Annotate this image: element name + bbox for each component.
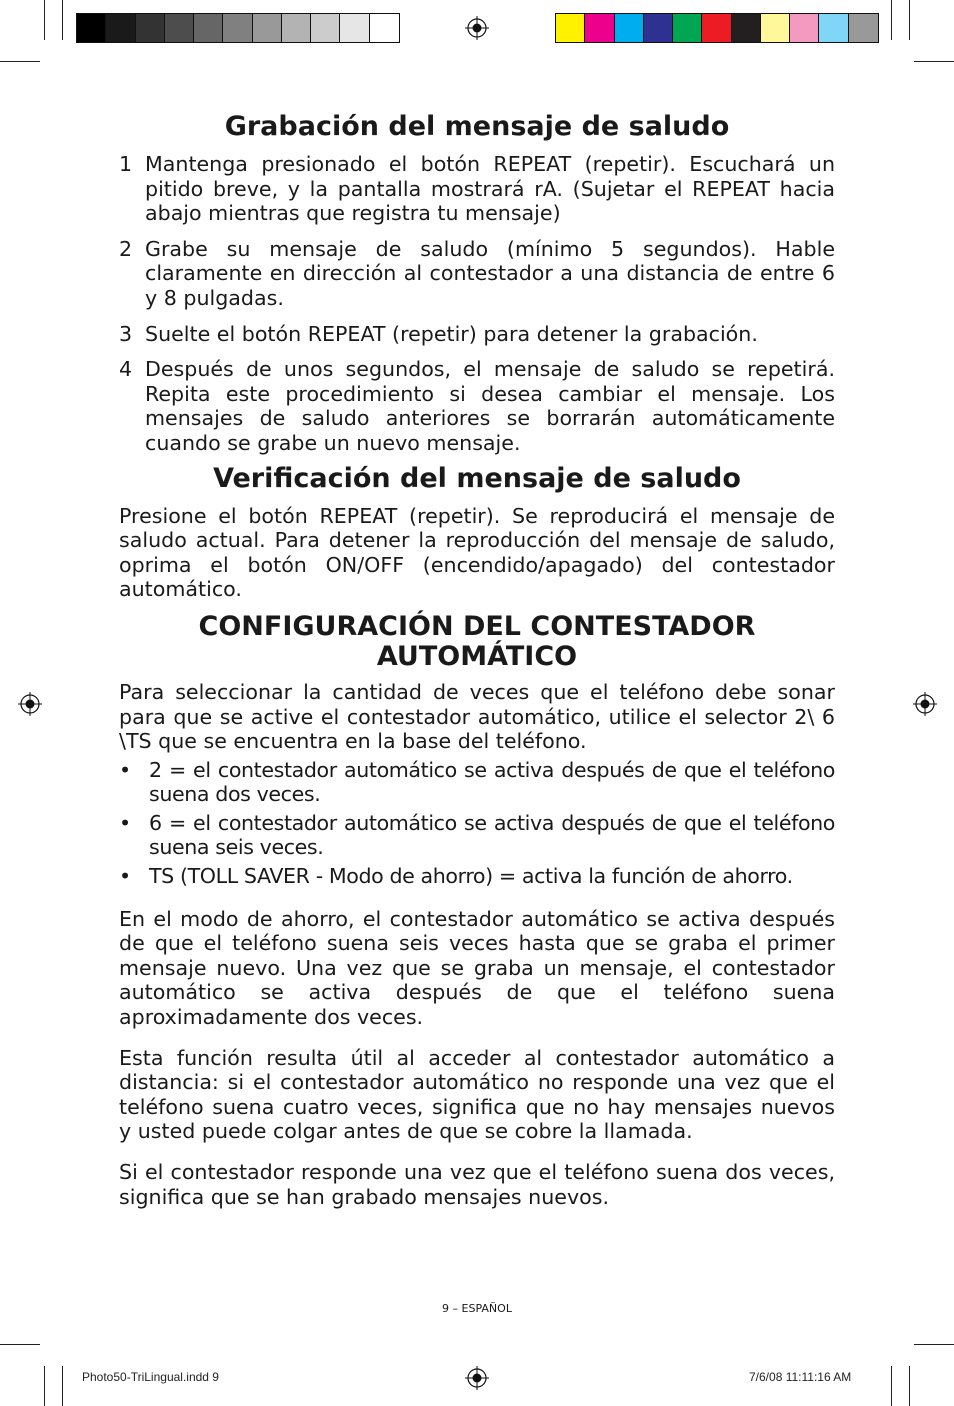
step-text: Grabe su mensaje de saludo (mínimo 5 segundos). Hable claramente en dirección al contestador a una distancia de entre 6 y 8 pulgadas. — [145, 236, 835, 310]
bullet-icon: • — [119, 810, 132, 835]
step-item — [119, 237, 835, 311]
registration-mark-icon — [18, 692, 42, 716]
crop-mark — [44, 0, 45, 40]
spacer — [119, 1030, 835, 1046]
crop-mark — [0, 61, 40, 62]
list-item — [119, 864, 835, 889]
step-text: Después de unos segundos, el mensaje de saludo se repetirá. Repita este procedimiento si desea cambiar el mensaje. Los mensajes de saludo anteriores se borrarán automáticamente cuando se grabe un nuevo mensaje. — [145, 357, 835, 455]
color-swatch — [340, 14, 369, 42]
color-swatch — [77, 14, 106, 42]
page-folio: 9 – ESPAÑOL — [442, 1302, 512, 1315]
color-swatch — [702, 14, 731, 42]
color-swatch — [370, 14, 399, 42]
process-color-bar — [555, 13, 879, 43]
section-title-verification: Verificación del mensaje de saludo — [213, 462, 741, 494]
configuration-intro: Para seleccionar la cantidad de veces que el teléfono debe sonar para que se active el contestador automático, utilice el selector 2\ 6 \TS que se encuentra en la base del teléfono. — [119, 679, 835, 754]
bullet-icon: • — [119, 864, 132, 889]
crop-mark — [914, 1344, 954, 1345]
step-text: Suelte el botón REPEAT (repetir) para detener la grabación. — [145, 321, 758, 346]
step-item — [119, 152, 835, 226]
title-line: CONFIGURACIÓN DEL CONTESTADOR — [198, 610, 756, 642]
color-swatch — [673, 14, 702, 42]
registration-mark-icon — [465, 16, 489, 40]
step-text: Mantenga presionado el botón REPEAT (repetir). Escuchará un pitido breve, y la pantalla mostrará rA. (Sujetar el REPEAT hacia abajo mientras que registra tu mensaje) — [145, 152, 835, 226]
step-item — [119, 357, 835, 455]
color-swatch — [585, 14, 614, 42]
crop-mark — [891, 0, 892, 40]
registration-mark-icon — [913, 692, 937, 716]
color-swatch — [311, 14, 340, 42]
crop-mark — [909, 0, 910, 40]
section-title-recording: Grabación del mensaje de saludo — [224, 111, 730, 142]
crop-mark — [62, 0, 63, 40]
title-line: AUTOMÁTICO — [376, 640, 578, 672]
step-item — [119, 322, 835, 347]
crop-mark — [62, 1366, 63, 1406]
color-swatch — [556, 14, 585, 42]
crop-mark — [0, 1344, 40, 1345]
slug-file-name: Photo50-TriLingual.indd 9 — [82, 1370, 219, 1384]
body-paragraph: Si el contestador responde una vez que el teléfono suena dos veces, significa que se han grabado mensajes nuevos. — [119, 1160, 835, 1209]
step-number: 4 — [119, 357, 133, 382]
section-title-configuration — [119, 612, 835, 672]
body-paragraph: Esta función resulta útil al acceder al contestador automático a distancia: si el contestador automático no responde una vez que el teléfono suena cuatro veces, significa que no hay mensajes nuevos y usted puede colgar antes de que se cobre la llamada. — [119, 1045, 835, 1144]
crop-mark — [891, 1366, 892, 1406]
step-number: 1 — [119, 152, 133, 176]
slug-timestamp: 7/6/08 11:11:16 AM — [749, 1370, 852, 1384]
step-number: 2 — [119, 236, 133, 261]
color-swatch — [732, 14, 761, 42]
list-item — [119, 758, 835, 807]
gray-color-bar — [76, 13, 400, 43]
color-swatch — [194, 14, 223, 42]
spacer — [119, 1144, 835, 1160]
spacer — [119, 893, 835, 907]
bullet-icon: • — [119, 757, 132, 782]
registration-mark-icon — [465, 1366, 489, 1390]
body-paragraph: En el modo de ahorro, el contestador automático se activa después de que el teléfono suena seis veces hasta que se graba el primer mensaje nuevo. Una vez que se graba un mensaje, el contestador automático se activa después de que el teléfono suena aproximadamente dos veces. — [119, 906, 835, 1030]
list-item-text: 6 = el contestador automático se activa después de que el teléfono suena seis veces. — [149, 810, 835, 860]
crop-mark — [909, 1366, 910, 1406]
page-body — [119, 110, 835, 1209]
color-swatch — [761, 14, 790, 42]
list-item — [119, 811, 835, 860]
step-number: 3 — [119, 321, 133, 346]
color-swatch — [253, 14, 282, 42]
color-swatch — [819, 14, 848, 42]
list-item-text: 2 = el contestador automático se activa después de que el teléfono suena dos veces. — [149, 757, 835, 807]
color-swatch — [106, 14, 135, 42]
color-swatch — [282, 14, 311, 42]
color-swatch — [790, 14, 819, 42]
verification-paragraph: Presione el botón REPEAT (repetir). Se reproducirá el mensaje de saludo actual. Para detener la reproducción del mensaje de saludo, oprima el botón ON/OFF (encendido/apagado) del contestador automático. — [119, 503, 835, 602]
color-swatch — [615, 14, 644, 42]
list-item-text: TS (TOLL SAVER - Modo de ahorro) = activa la función de ahorro. — [149, 864, 793, 889]
color-swatch — [644, 14, 673, 42]
color-swatch — [165, 14, 194, 42]
color-swatch — [223, 14, 252, 42]
color-swatch — [136, 14, 165, 42]
color-swatch — [849, 14, 878, 42]
crop-mark — [44, 1366, 45, 1406]
crop-mark — [914, 61, 954, 62]
